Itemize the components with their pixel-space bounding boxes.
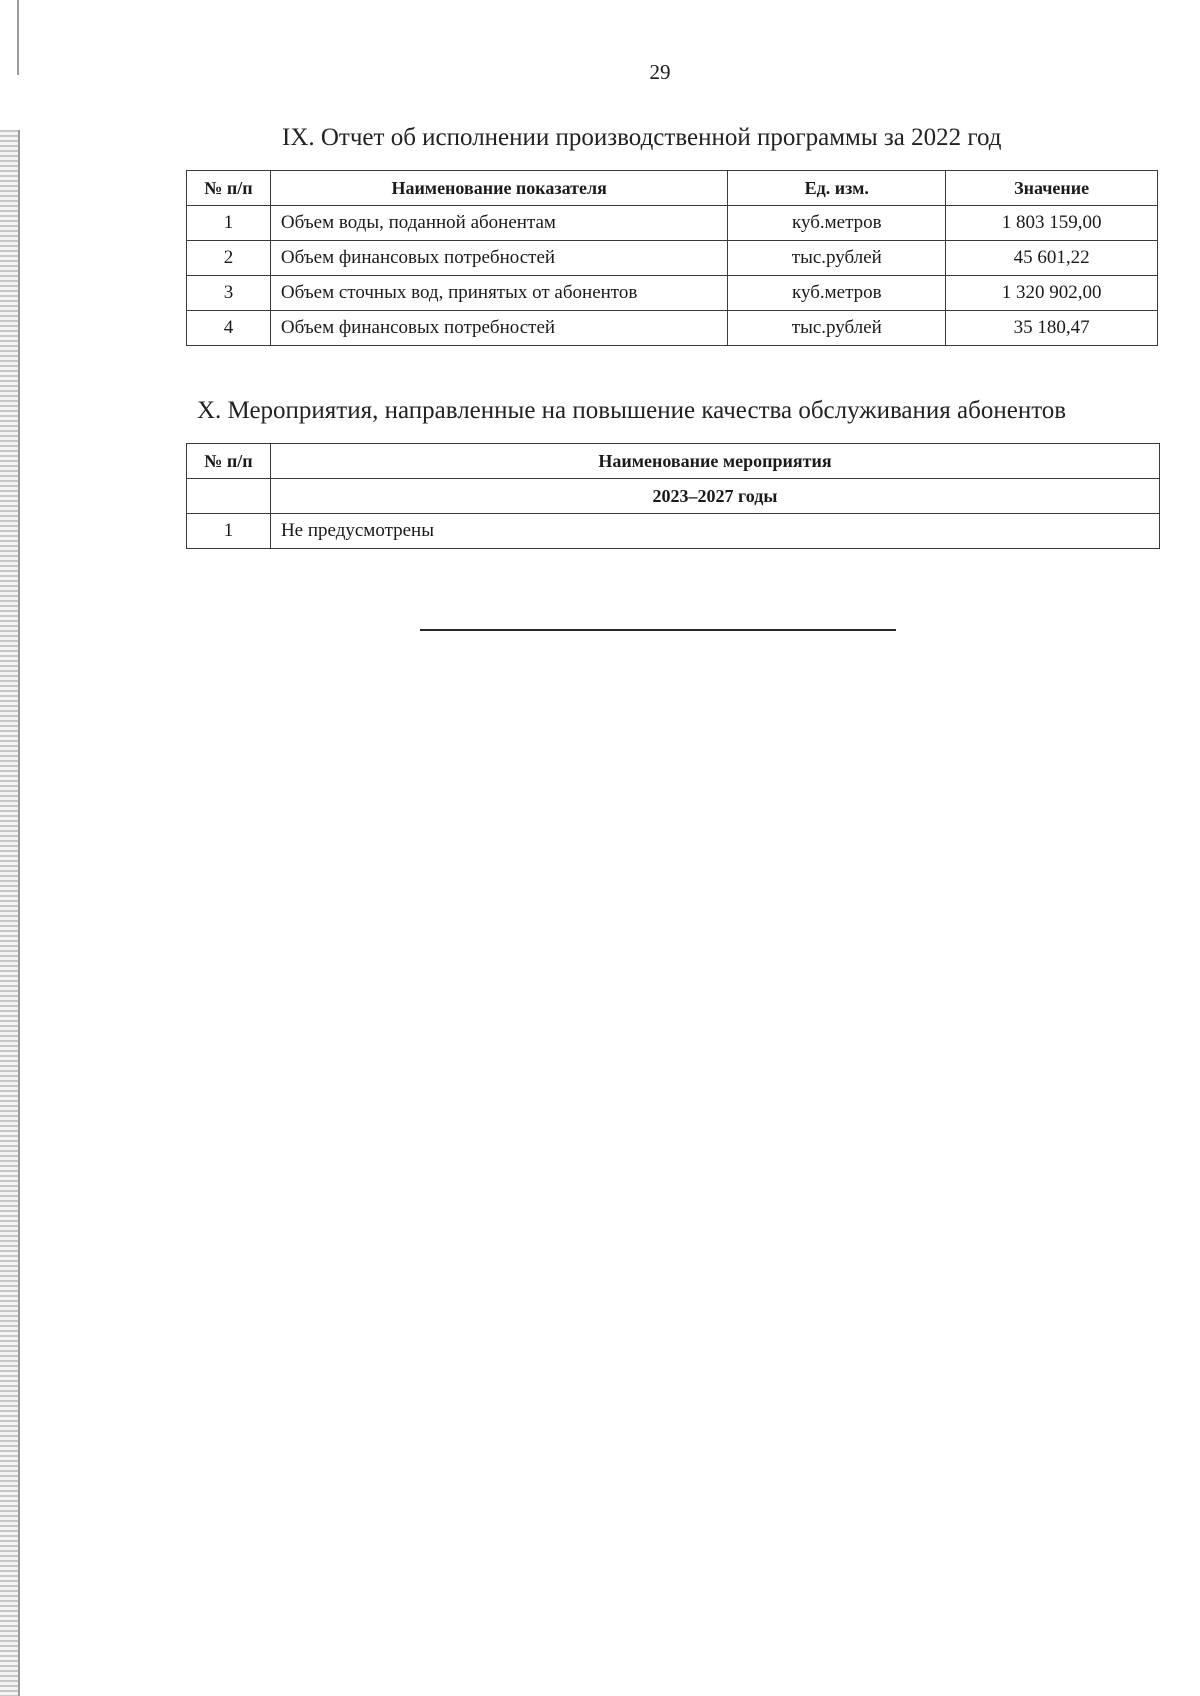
header-num: № п/п [187, 444, 271, 479]
row-value: 45 601,22 [946, 241, 1158, 276]
scan-border [0, 130, 20, 1696]
row-indicator-name: Объем воды, поданной абонентам [270, 206, 727, 241]
table-row [187, 241, 1158, 276]
row-unit: куб.метров [728, 276, 946, 311]
header-measure-name: Наименование мероприятия [270, 444, 1159, 479]
table-row [187, 514, 1160, 549]
table-row [187, 276, 1158, 311]
row-num: 3 [187, 276, 271, 311]
end-of-document-rule [420, 629, 896, 631]
row-num: 4 [187, 311, 271, 346]
table-header-row [187, 444, 1160, 479]
row-unit: куб.метров [728, 206, 946, 241]
row-value: 1 320 902,00 [946, 276, 1158, 311]
period-row [187, 479, 1160, 514]
row-unit: тыс.рублей [728, 241, 946, 276]
page-number: 29 [649, 60, 671, 84]
row-num: 1 [187, 206, 271, 241]
header-indicator-name: Наименование показателя [270, 171, 727, 206]
service-quality-measures-table [186, 443, 1160, 549]
table-row [187, 311, 1158, 346]
table-row [187, 206, 1158, 241]
header-num: № п/п [187, 171, 271, 206]
row-indicator-name: Объем сточных вод, принятых от абонентов [270, 276, 727, 311]
row-num: 2 [187, 241, 271, 276]
row-unit: тыс.рублей [728, 311, 946, 346]
row-num: 1 [187, 514, 271, 549]
row-value: 1 803 159,00 [946, 206, 1158, 241]
row-indicator-name: Объем финансовых потребностей [270, 311, 727, 346]
table-header-row [187, 171, 1158, 206]
row-measure-name: Не предусмотрены [270, 514, 1159, 549]
period-label: 2023–2027 годы [270, 479, 1159, 514]
row-value: 35 180,47 [946, 311, 1158, 346]
row-indicator-name: Объем финансовых потребностей [270, 241, 727, 276]
header-unit: Ед. изм. [728, 171, 946, 206]
header-value: Значение [946, 171, 1158, 206]
period-empty-cell [187, 479, 271, 514]
section-x-title: X. Мероприятия, направленные на повышение качества обслуживания абонентов [197, 397, 1067, 424]
section-ix-title: IX. Отчет об исполнении производственной программы за 2022 год [282, 124, 1002, 151]
production-program-report-table [186, 170, 1158, 346]
